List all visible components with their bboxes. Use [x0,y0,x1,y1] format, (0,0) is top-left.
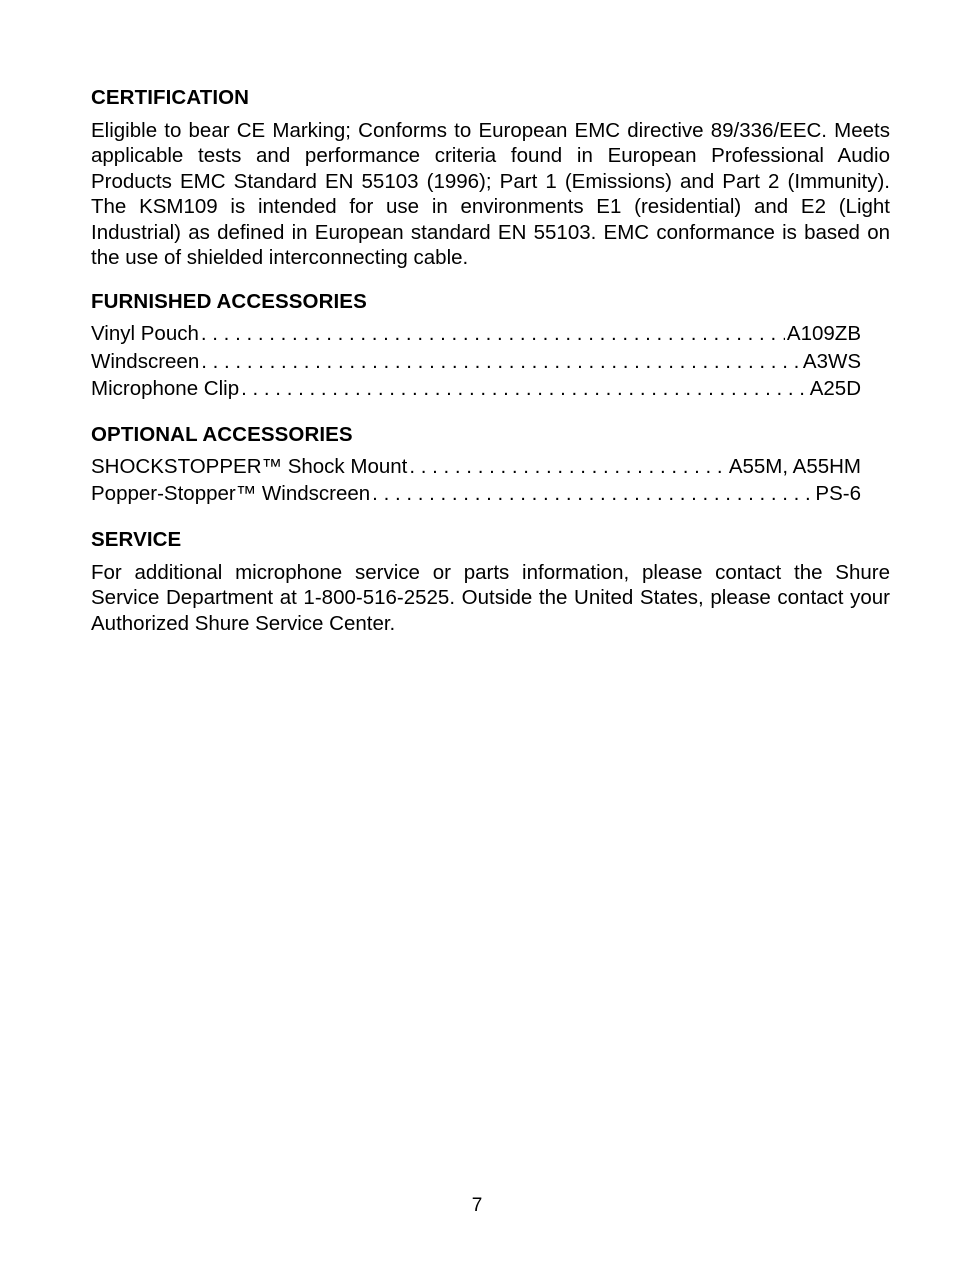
accessory-code: A55M, A55HM [728,454,861,478]
certification-text: Eligible to bear CE Marking; Conforms to European EMC directive 89/336/EEC. Meets applicable tests and performance criteria found in European Professional Audio Products EMC Standard EN 55103 (1996); Part 1 (Emissions) and Part 2 (Immunity). The KSM109 is intended for use in environments E1 (residential) and E2 (Light Industrial) as defined in European standard EN 55103. EMC conformance is based on the use of shielded interconnecting cable. [91,119,890,270]
accessory-name: Popper-Stopper™ Windscreen [91,482,371,506]
accessory-code: A3WS [802,349,861,373]
service-section [91,526,890,636]
accessory-name: Microphone Clip [91,377,240,401]
certification-heading: CERTIFICATION [91,86,250,109]
accessory-name: SHOCKSTOPPER™ Shock Mount [91,454,408,478]
leader-dots [372,480,813,508]
list-item [91,320,861,348]
list-item [91,453,861,481]
document-page [91,84,890,648]
leader-dots [201,348,801,376]
furnished-accessories-heading: FURNISHED ACCESSORIES [91,290,367,314]
optional-accessories-section [91,421,890,508]
furnished-accessories-list [91,320,861,403]
optional-accessories-heading: OPTIONAL ACCESSORIES [91,422,353,446]
leader-dots [201,320,785,348]
accessory-code: A25D [809,377,861,401]
furnished-accessories-section [91,288,890,403]
accessory-name: Windscreen [91,349,200,373]
list-item [91,375,861,403]
certification-section [91,84,890,270]
optional-accessories-list [91,453,861,508]
service-heading: SERVICE [91,527,182,551]
accessory-code: PS-6 [815,482,861,506]
leader-dots [409,453,726,481]
leader-dots [241,375,808,403]
accessory-name: Vinyl Pouch [91,322,199,346]
list-item [91,348,861,376]
service-text: For additional microphone service or parts information, please contact the Shure Service Department at 1-800-516-2525. Outside the United States, please contact your Authorized Shure Service Center. [91,560,890,635]
list-item [91,480,861,508]
accessory-code: A109ZB [786,322,861,346]
page-number: 7 [471,1195,483,1216]
